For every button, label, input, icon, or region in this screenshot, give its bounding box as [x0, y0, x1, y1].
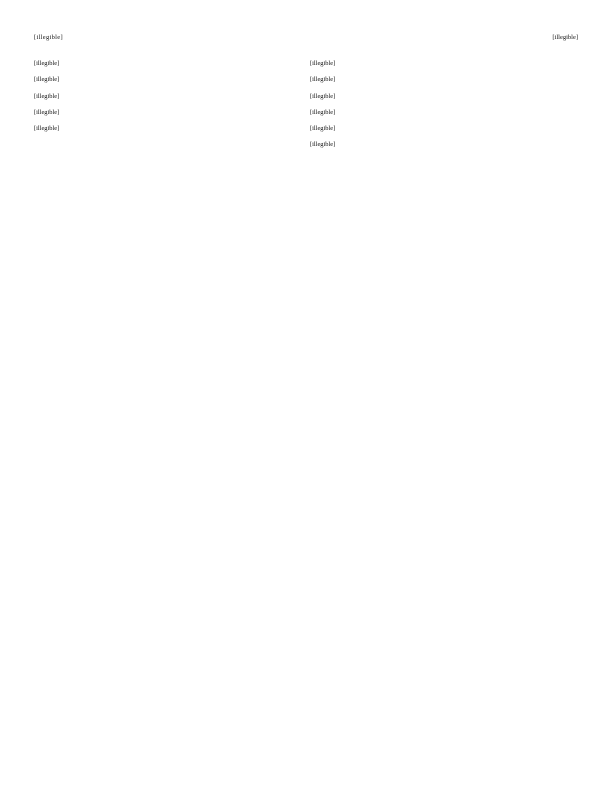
paragraph: [illegible]	[34, 125, 60, 133]
paragraph: [illegible]	[310, 76, 336, 84]
right-column	[310, 60, 578, 158]
paragraph: [illegible]	[34, 76, 60, 84]
paragraph: [illegible]	[34, 108, 60, 116]
paragraph: [illegible]	[310, 92, 336, 100]
paragraph: [illegible]	[310, 141, 336, 149]
page-header	[34, 34, 578, 44]
page-number: [illegible]	[552, 34, 578, 41]
paragraph: [illegible]	[34, 60, 60, 67]
paragraph: [illegible]	[34, 92, 60, 100]
paragraph: [illegible]	[310, 60, 336, 67]
paragraph: [illegible]	[310, 108, 336, 116]
running-head: [illegible]	[34, 34, 63, 41]
left-column	[34, 60, 302, 141]
paragraph: [illegible]	[310, 125, 336, 133]
